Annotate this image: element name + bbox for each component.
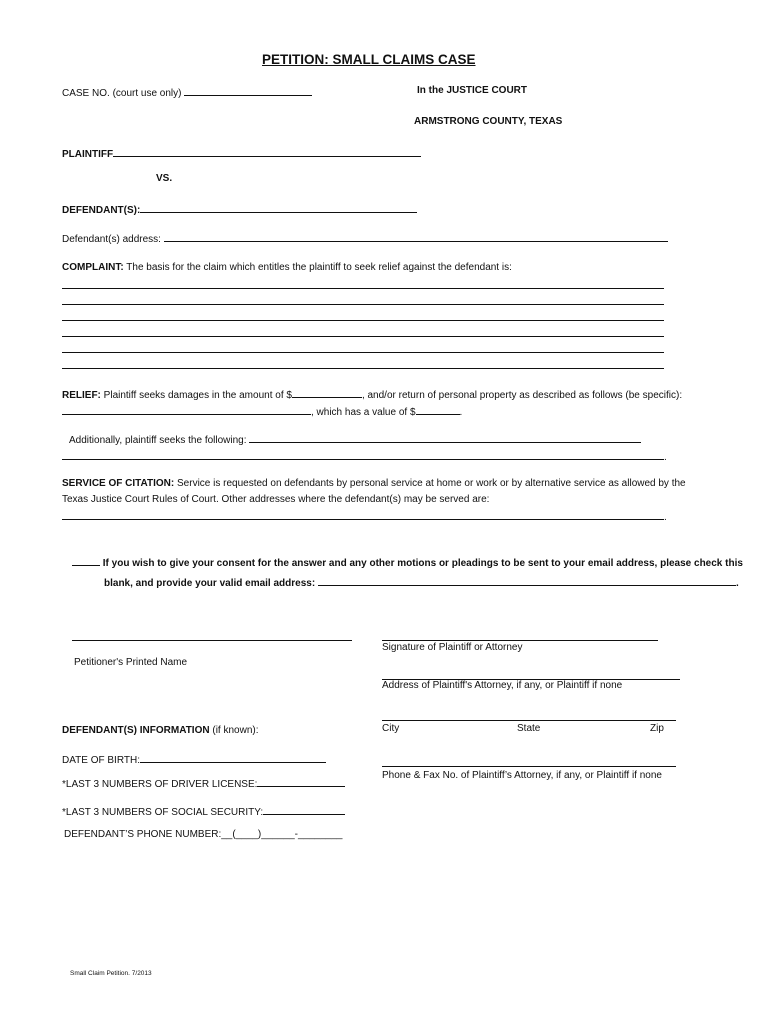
county-name: ARMSTRONG COUNTY, TEXAS [414,116,563,127]
service-address-field[interactable] [62,510,664,520]
case-no-field[interactable] [184,86,312,96]
printed-name-label: Petitioner's Printed Name [74,657,188,668]
phone-fax-line[interactable] [382,766,676,767]
service-row-1 [62,478,686,489]
zip-label: Zip [650,723,664,734]
state-label: State [517,723,541,734]
ssn-label: *LAST 3 NUMBERS OF SOCIAL SECURITY: [62,807,264,818]
relief-text-1: Plaintiff seeks damages in the amount of $ [103,390,292,401]
relief-row-2 [62,405,462,418]
relief-text-2: , and/or return of personal property as described as follows (be specific): [361,390,683,401]
relief-additional-row-2 [62,450,667,463]
defendant-address-row [62,232,668,245]
complaint-line[interactable] [62,288,664,289]
defendant-info-heading: DEFENDANT(S) INFORMATION [62,725,210,736]
defendant-address-field[interactable] [164,232,668,242]
email-field[interactable] [318,576,736,586]
signature-label: Signature of Plaintiff or Attorney [382,642,523,653]
service-row-3 [62,510,667,523]
relief-row [62,388,682,401]
defendant-label: DEFENDANT(S): [62,205,141,216]
plaintiff-field[interactable] [113,147,421,157]
service-text-2: Texas Justice Court Rules of Court. Other addresses where the defendant(s) may be served are: [62,494,490,505]
city-label: City [382,723,400,734]
relief-property-field[interactable] [62,405,311,415]
service-label: SERVICE OF CITATION: [62,478,175,489]
defendant-info-heading-row [62,725,258,736]
defendant-info-heading-note: (if known): [212,725,259,736]
address-label: Address of Plaintiff's Attorney, if any, or Plaintiff if none [382,680,623,691]
relief-text-3: , which has a value of $ [311,407,416,418]
dob-label: DATE OF BIRTH: [62,755,140,766]
case-no-row [62,86,312,99]
relief-additional-field-2[interactable] [62,450,664,460]
service-text-1: Service is requested on defendants by personal service at home or work or by alternative service as allowed by the [177,478,686,489]
phone-fax-label: Phone & Fax No. of Plaintiff’s Attorney, if any, or Plaintiff if none [382,770,662,781]
defendant-row [62,203,417,216]
signature-line[interactable] [382,640,658,641]
complaint-line[interactable] [62,304,664,305]
plaintiff-row [62,147,421,160]
consent-period: . [735,578,739,589]
dob-row [62,753,326,766]
relief-label: RELIEF: [62,390,101,401]
relief-additional-label: Additionally, plaintiff seeks the following: [69,435,247,446]
dob-field[interactable] [140,753,326,763]
license-label: *LAST 3 NUMBERS OF DRIVER LICENSE: [62,779,258,790]
versus-label: VS. [156,173,173,184]
complaint-line[interactable] [62,352,664,353]
footer-note: Small Claim Petition. 7/2013 [70,970,152,977]
case-no-label: CASE NO. (court use only) [62,88,182,99]
complaint-row [62,262,512,273]
consent-row-1 [72,556,743,569]
printed-name-line[interactable] [72,640,352,641]
ssn-field[interactable] [263,805,345,815]
consent-text-2: blank, and provide your valid email address: [104,578,316,589]
complaint-label: COMPLAINT: [62,262,124,273]
relief-additional-field[interactable] [249,433,641,443]
consent-row-2 [104,576,739,589]
complaint-line[interactable] [62,368,664,369]
relief-period: . [459,407,463,418]
defendant-phone[interactable]: DEFENDANT’S PHONE NUMBER:__(____)______-________ [64,829,343,840]
relief-additional-period: . [664,452,667,463]
complaint-line[interactable] [62,336,664,337]
license-field[interactable] [257,777,345,787]
relief-amount-field[interactable] [292,388,362,398]
page-title: PETITION: SMALL CLAIMS CASE [262,52,476,67]
court-name: In the JUSTICE COURT [417,85,528,96]
complaint-line[interactable] [62,320,664,321]
plaintiff-label: PLAINTIFF [62,149,114,160]
consent-checkbox-blank[interactable] [72,556,100,566]
defendant-address-label: Defendant(s) address: [62,234,161,245]
consent-text-1: If you wish to give your consent for the answer and any other motions or pleadings to be sent to your email address, please check this [102,558,743,569]
ssn-row [62,805,345,818]
defendant-field[interactable] [140,203,417,213]
relief-additional-row [69,433,641,446]
service-period: . [664,512,667,523]
license-row [62,777,345,790]
relief-value-field[interactable] [416,405,460,415]
city-state-zip-line[interactable] [382,720,676,721]
complaint-text: The basis for the claim which entitles the plaintiff to seek relief against the defendant is: [126,262,512,273]
